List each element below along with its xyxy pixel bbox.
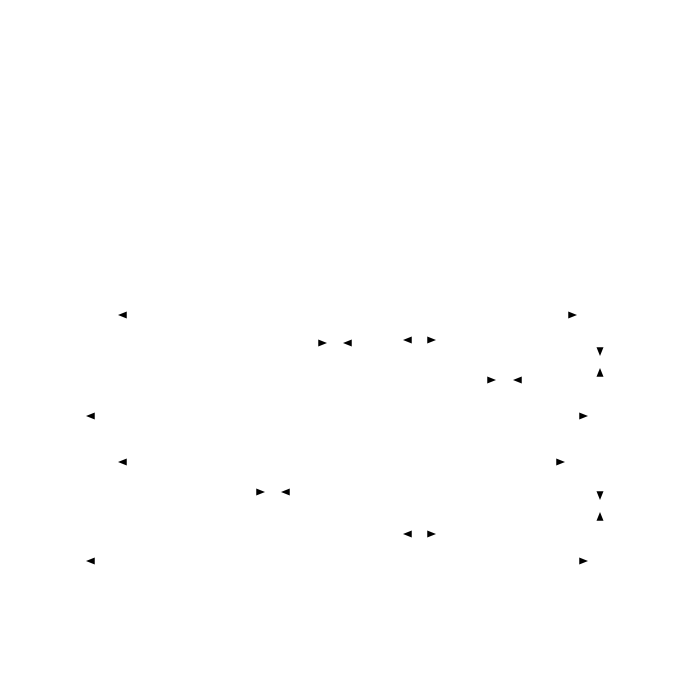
profile-cross-section-r xyxy=(86,456,623,566)
side-label-b-circle xyxy=(259,327,278,346)
side-label-r-circle xyxy=(195,471,215,491)
watermark-layer xyxy=(156,264,284,451)
metal-profil-logo-watermark xyxy=(156,406,210,451)
side-label-a-circle xyxy=(171,378,190,397)
profile-cross-section-ab xyxy=(86,309,623,421)
metal-profil-logo-watermark xyxy=(233,264,284,307)
